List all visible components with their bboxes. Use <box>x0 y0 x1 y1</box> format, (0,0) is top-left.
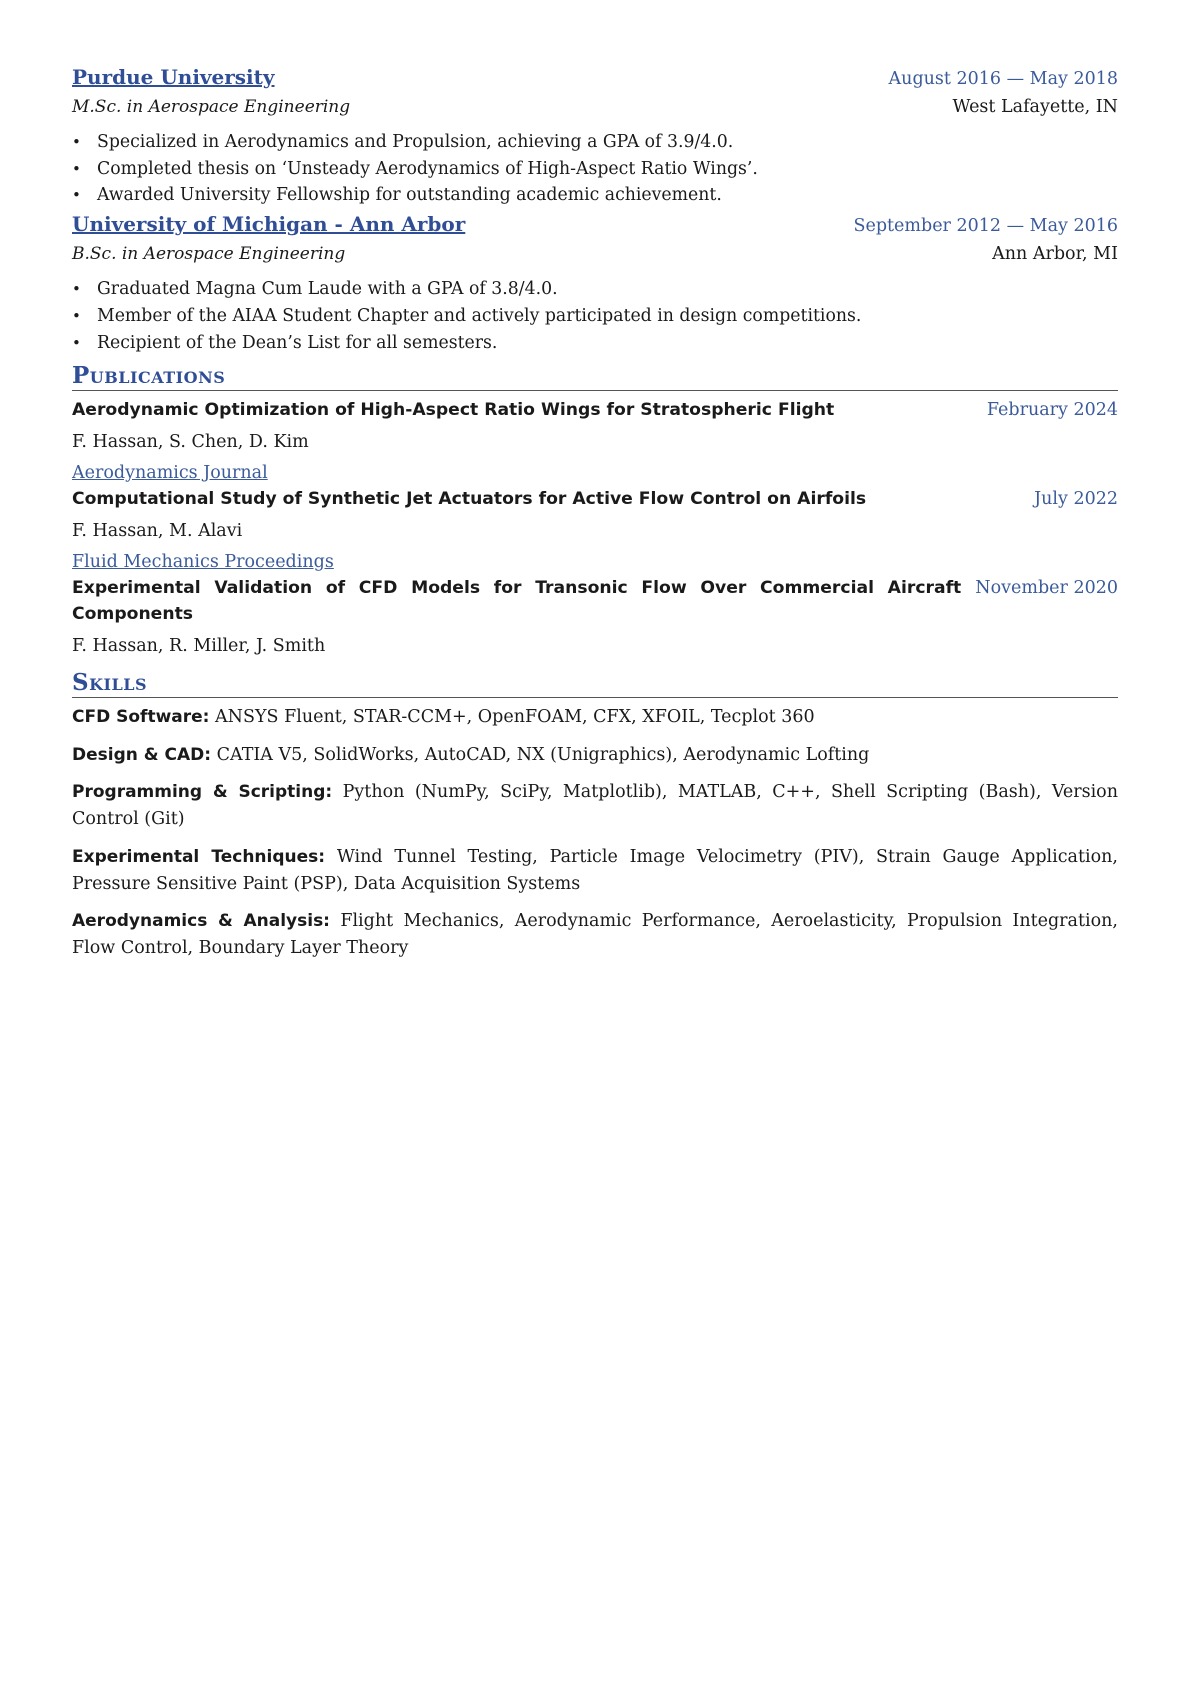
skill-row <box>72 908 1118 961</box>
publication-authors: F. Hassan, S. Chen, D. Kim <box>72 431 309 452</box>
publication-title: Aerodynamic Optimization of High-Aspect Ratio Wings for Stratospheric Flight <box>72 400 835 421</box>
education-header-row <box>72 209 1118 241</box>
skill-value: CATIA V5, SolidWorks, AutoCAD, NX (Unigraphics), Aerodynamic Lofting <box>216 744 870 765</box>
publication-entry <box>72 397 1118 486</box>
skill-label: Aerodynamics & Analysis: <box>72 911 330 932</box>
education-sub-row <box>72 94 1118 120</box>
skill-row <box>72 704 1118 731</box>
skill-row <box>72 742 1118 769</box>
skill-value: Python (NumPy, SciPy, Matplotlib), MATLAB, C++, Shell Scripting (Bash), Version Control (Git) <box>72 782 1118 830</box>
skill-row <box>72 844 1118 897</box>
list-item: • Completed thesis on ‘Unsteady Aerodynamics of High-Aspect Ratio Wings’. <box>97 156 1118 183</box>
publication-authors: F. Hassan, M. Alavi <box>72 520 243 541</box>
resume-page <box>72 62 1118 973</box>
education-header-row <box>72 62 1118 94</box>
school-link[interactable]: University of Michigan - Ann Arbor <box>72 212 466 237</box>
publication-venue-link[interactable]: Aerodynamics Journal <box>72 462 268 483</box>
education-location: West Lafayette, IN <box>952 97 1118 117</box>
publication-header-row <box>72 397 1118 424</box>
publication-entry <box>72 486 1118 575</box>
school-link[interactable]: Purdue University <box>72 65 275 89</box>
skill-value: ANSYS Fluent, STAR-CCM+, OpenFOAM, CFX, XFOIL, Tecplot 360 <box>215 707 815 728</box>
section-heading-publications: Publications <box>72 362 1118 391</box>
list-item: • Specialized in Aerodynamics and Propulsion, achieving a GPA of 3.9/4.0. <box>97 129 1118 156</box>
education-sub-row <box>72 241 1118 267</box>
education-degree: M.Sc. in Aerospace Engineering <box>72 97 351 117</box>
publication-date: November 2020 <box>975 577 1118 598</box>
education-entry <box>72 209 1118 356</box>
education-bullets <box>72 276 1118 356</box>
publication-title: Computational Study of Synthetic Jet Actuators for Active Flow Control on Airfoils <box>72 488 867 509</box>
education-dates: September 2012 — May 2016 <box>853 216 1118 237</box>
education-degree: B.Sc. in Aerospace Engineering <box>72 244 346 265</box>
education-entry <box>72 62 1118 209</box>
skill-value: Flight Mechanics, Aerodynamic Performance, Aeroelasticity, Propulsion Integration, Flow Control, Boundary Layer Theory <box>72 911 1118 958</box>
publication-entry <box>72 575 1118 659</box>
publication-date: July 2022 <box>1034 488 1118 509</box>
publication-venue <box>72 460 1118 486</box>
skill-label: CFD Software: <box>72 707 210 728</box>
skill-label: Experimental Techniques: <box>72 846 326 867</box>
list-item: • Graduated Magna Cum Laude with a GPA of 3.8/4.0. <box>97 276 1118 303</box>
education-bullets <box>72 129 1118 209</box>
skill-value: Wind Tunnel Testing, Particle Image Velocimetry (PIV), Strain Gauge Application, Pressure Sensitive Paint (PSP), Data Acquisition Systems <box>72 846 1118 894</box>
publication-venue-link[interactable]: Fluid Mechanics Proceedings <box>72 551 334 572</box>
skill-label: Design & CAD: <box>72 744 212 765</box>
publication-date: February 2024 <box>986 400 1118 421</box>
education-location: Ann Arbor, MI <box>992 244 1118 265</box>
education-dates: August 2016 — May 2018 <box>888 69 1118 89</box>
publication-authors: F. Hassan, R. Miller, J. Smith <box>72 636 326 657</box>
publication-header-row <box>72 486 1118 513</box>
list-item: • Awarded University Fellowship for outstanding academic achievement. <box>97 182 1118 209</box>
publication-header-row <box>72 575 1118 628</box>
section-heading-skills: Skills <box>72 669 1118 698</box>
skill-label: Programming & Scripting: <box>72 782 333 803</box>
list-item: • Recipient of the Dean’s List for all semesters. <box>97 330 1118 357</box>
skill-row <box>72 779 1118 832</box>
publication-title: Experimental Validation of CFD Models for Transonic Flow Over Commercial Aircraft Components <box>72 577 962 625</box>
list-item: • Member of the AIAA Student Chapter and actively participated in design competitions. <box>97 303 1118 330</box>
publication-venue <box>72 549 1118 575</box>
